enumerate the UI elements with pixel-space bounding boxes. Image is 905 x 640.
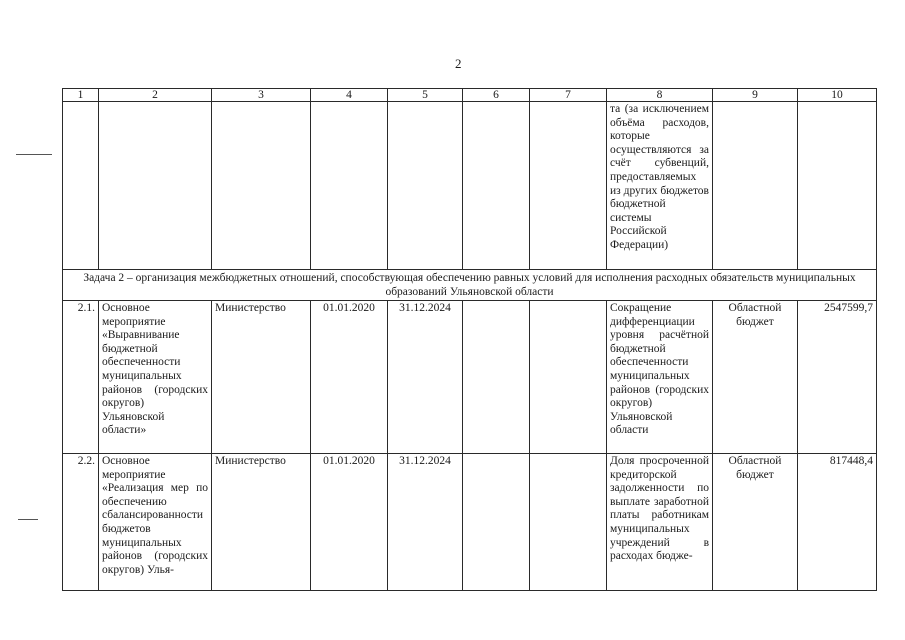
funding-amount: 2547599,7 xyxy=(798,301,877,454)
table-cell xyxy=(530,102,607,270)
table-cell xyxy=(713,102,798,270)
page-number: 2 xyxy=(455,56,462,71)
table-cell xyxy=(530,454,607,591)
table-cell xyxy=(530,301,607,454)
task-row xyxy=(63,270,877,301)
continuation-row xyxy=(63,102,877,270)
funding-source: Областной бюджет xyxy=(713,454,798,591)
table-cell xyxy=(463,102,530,270)
column-header: 2 xyxy=(99,89,212,102)
target-indicator: Сокращение дифференциации уровня расчётной бюджетной обеспеченности муниципальных районов (городских округов) Ульяновской области xyxy=(607,301,713,454)
activity-name: Основное мероприятие «Реализация мер по обеспечению сбалансированности бюджетов муниципальных районов (городских округов) Улья- xyxy=(99,454,212,591)
target-indicator: Доля просроченной кредиторской задолженности по выплате заработной платы работникам муниципальных учреждений в расходах бюдже- xyxy=(607,454,713,591)
table-cell xyxy=(463,301,530,454)
table-cell xyxy=(388,102,463,270)
funding-source: Областной бюджет xyxy=(713,301,798,454)
margin-mark xyxy=(16,154,52,155)
column-header: 6 xyxy=(463,89,530,102)
table-row xyxy=(63,301,877,454)
table-row xyxy=(63,454,877,591)
start-date: 01.01.2020 xyxy=(311,301,388,454)
end-date: 31.12.2024 xyxy=(388,301,463,454)
end-date: 31.12.2024 xyxy=(388,454,463,591)
column-header: 3 xyxy=(212,89,311,102)
column-header: 4 xyxy=(311,89,388,102)
table-cell xyxy=(311,102,388,270)
margin-mark xyxy=(18,519,38,520)
start-date: 01.01.2020 xyxy=(311,454,388,591)
column-header: 8 xyxy=(607,89,713,102)
activity-name: Основное мероприятие «Выравнивание бюджетной обеспеченности муниципальных районов (городских округов) Ульяновской области» xyxy=(99,301,212,454)
indicator-continuation: та (за исключением объёма расходов, которые осуществляются за счёт субвенций, предоставляемых из других бюджетов бюджетной системы Российской Федерации) xyxy=(607,102,713,270)
executor: Министерство xyxy=(212,454,311,591)
column-header: 9 xyxy=(713,89,798,102)
task-title: Задача 2 – организация межбюджетных отношений, способствующая обеспечению равных условий для исполнения расходных обязательств муниципальных образований Ульяновской области xyxy=(63,270,877,301)
table-cell xyxy=(463,454,530,591)
column-header: 10 xyxy=(798,89,877,102)
table-cell xyxy=(63,102,99,270)
column-header: 5 xyxy=(388,89,463,102)
column-header: 7 xyxy=(530,89,607,102)
table-cell xyxy=(212,102,311,270)
table-cell xyxy=(798,102,877,270)
funding-amount: 817448,4 xyxy=(798,454,877,591)
column-header-row xyxy=(63,89,877,102)
row-number: 2.2. xyxy=(63,454,99,591)
executor: Министерство xyxy=(212,301,311,454)
program-table xyxy=(62,88,877,591)
table-cell xyxy=(99,102,212,270)
column-header: 1 xyxy=(63,89,99,102)
row-number: 2.1. xyxy=(63,301,99,454)
